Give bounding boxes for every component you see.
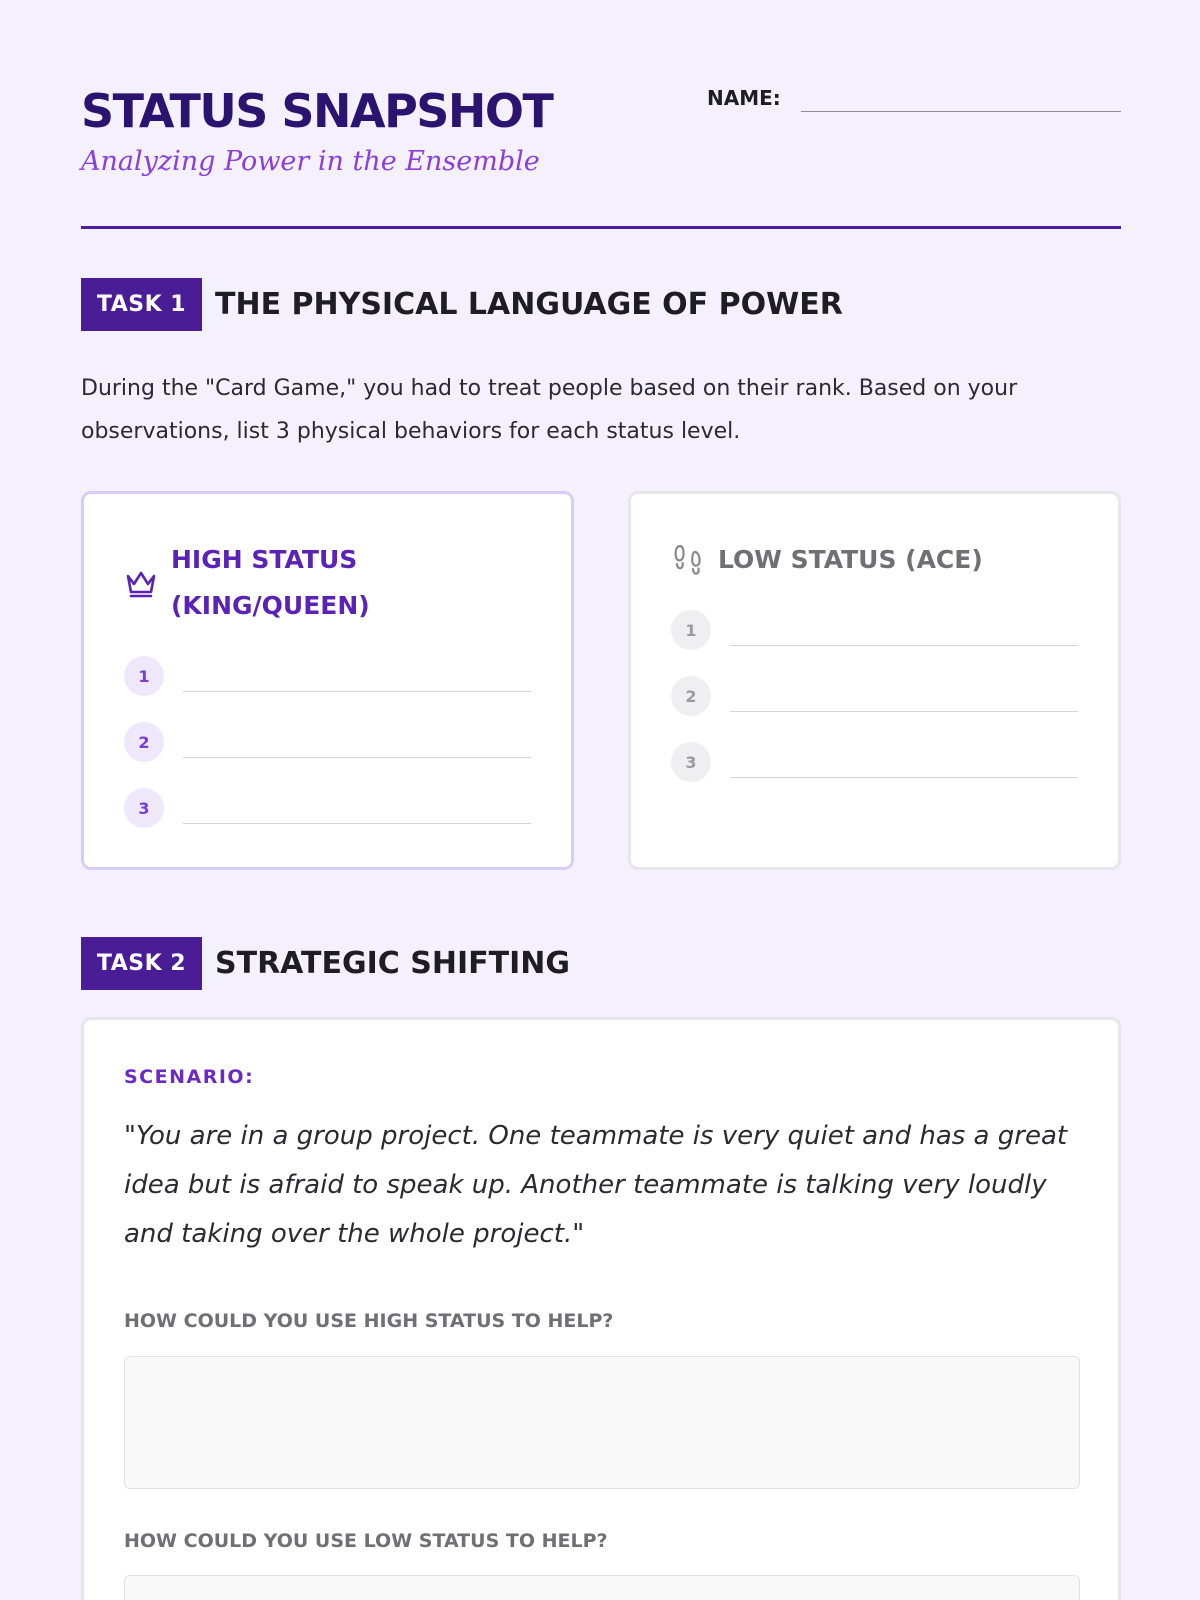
task1-title: THE PHYSICAL LANGUAGE OF POWER (215, 287, 843, 322)
task2-title: STRATEGIC SHIFTING (215, 946, 570, 981)
row-number: 3 (671, 742, 711, 782)
low-status-row-2 (671, 676, 1081, 716)
task2-header (81, 937, 570, 990)
worksheet-subtitle: Analyzing Power in the Ensemble (81, 146, 540, 177)
task2-badge: TASK 2 (81, 937, 202, 990)
worksheet-title: STATUS SNAPSHOT (81, 84, 553, 138)
low-status-row-3 (671, 742, 1081, 782)
answer-line[interactable] (183, 691, 531, 692)
task1-instructions: During the "Card Game," you had to treat people based on their rank. Based on your observations, list 3 physical behaviors for each status level. (81, 376, 1018, 444)
low-status-card (628, 491, 1121, 870)
answer-box-low-status[interactable] (124, 1575, 1080, 1600)
footprints-icon (671, 543, 705, 577)
high-status-heading (171, 537, 370, 629)
answer-box-high-status[interactable] (124, 1356, 1080, 1489)
row-number: 1 (124, 656, 164, 696)
answer-line[interactable] (730, 777, 1078, 778)
high-status-row-2 (124, 722, 534, 762)
question-high-status: HOW COULD YOU USE HIGH STATUS TO HELP? (124, 1310, 614, 1332)
row-number: 2 (671, 676, 711, 716)
low-status-heading: LOW STATUS (ACE) (718, 545, 983, 574)
answer-line[interactable] (183, 823, 531, 824)
header-divider (81, 226, 1121, 229)
scenario-text: "You are in a group project. One teammate is very quiet and has a great idea but is afraid to speak up. Another teammate is talking very loudly and taking over the whole project." (124, 1121, 1068, 1249)
row-number: 1 (671, 610, 711, 650)
worksheet-page (81, 0, 1121, 1600)
task1-badge: TASK 1 (81, 278, 202, 331)
high-status-heading-line2: (KING/QUEEN) (171, 591, 370, 620)
question-low-status: HOW COULD YOU USE LOW STATUS TO HELP? (124, 1530, 608, 1552)
answer-line[interactable] (183, 757, 531, 758)
name-label: NAME: (707, 86, 781, 110)
high-status-row-1 (124, 656, 534, 696)
high-status-heading-line1: HIGH STATUS (171, 545, 358, 574)
row-number: 2 (124, 722, 164, 762)
high-status-card (81, 491, 574, 870)
high-status-row-3 (124, 788, 534, 828)
name-input-line[interactable] (801, 111, 1121, 112)
answer-line[interactable] (730, 711, 1078, 712)
low-status-row-1 (671, 610, 1081, 650)
answer-line[interactable] (730, 645, 1078, 646)
row-number: 3 (124, 788, 164, 828)
crown-icon (124, 566, 158, 600)
scenario-card (81, 1017, 1121, 1600)
task1-header (81, 278, 843, 331)
scenario-label: SCENARIO: (124, 1066, 255, 1088)
